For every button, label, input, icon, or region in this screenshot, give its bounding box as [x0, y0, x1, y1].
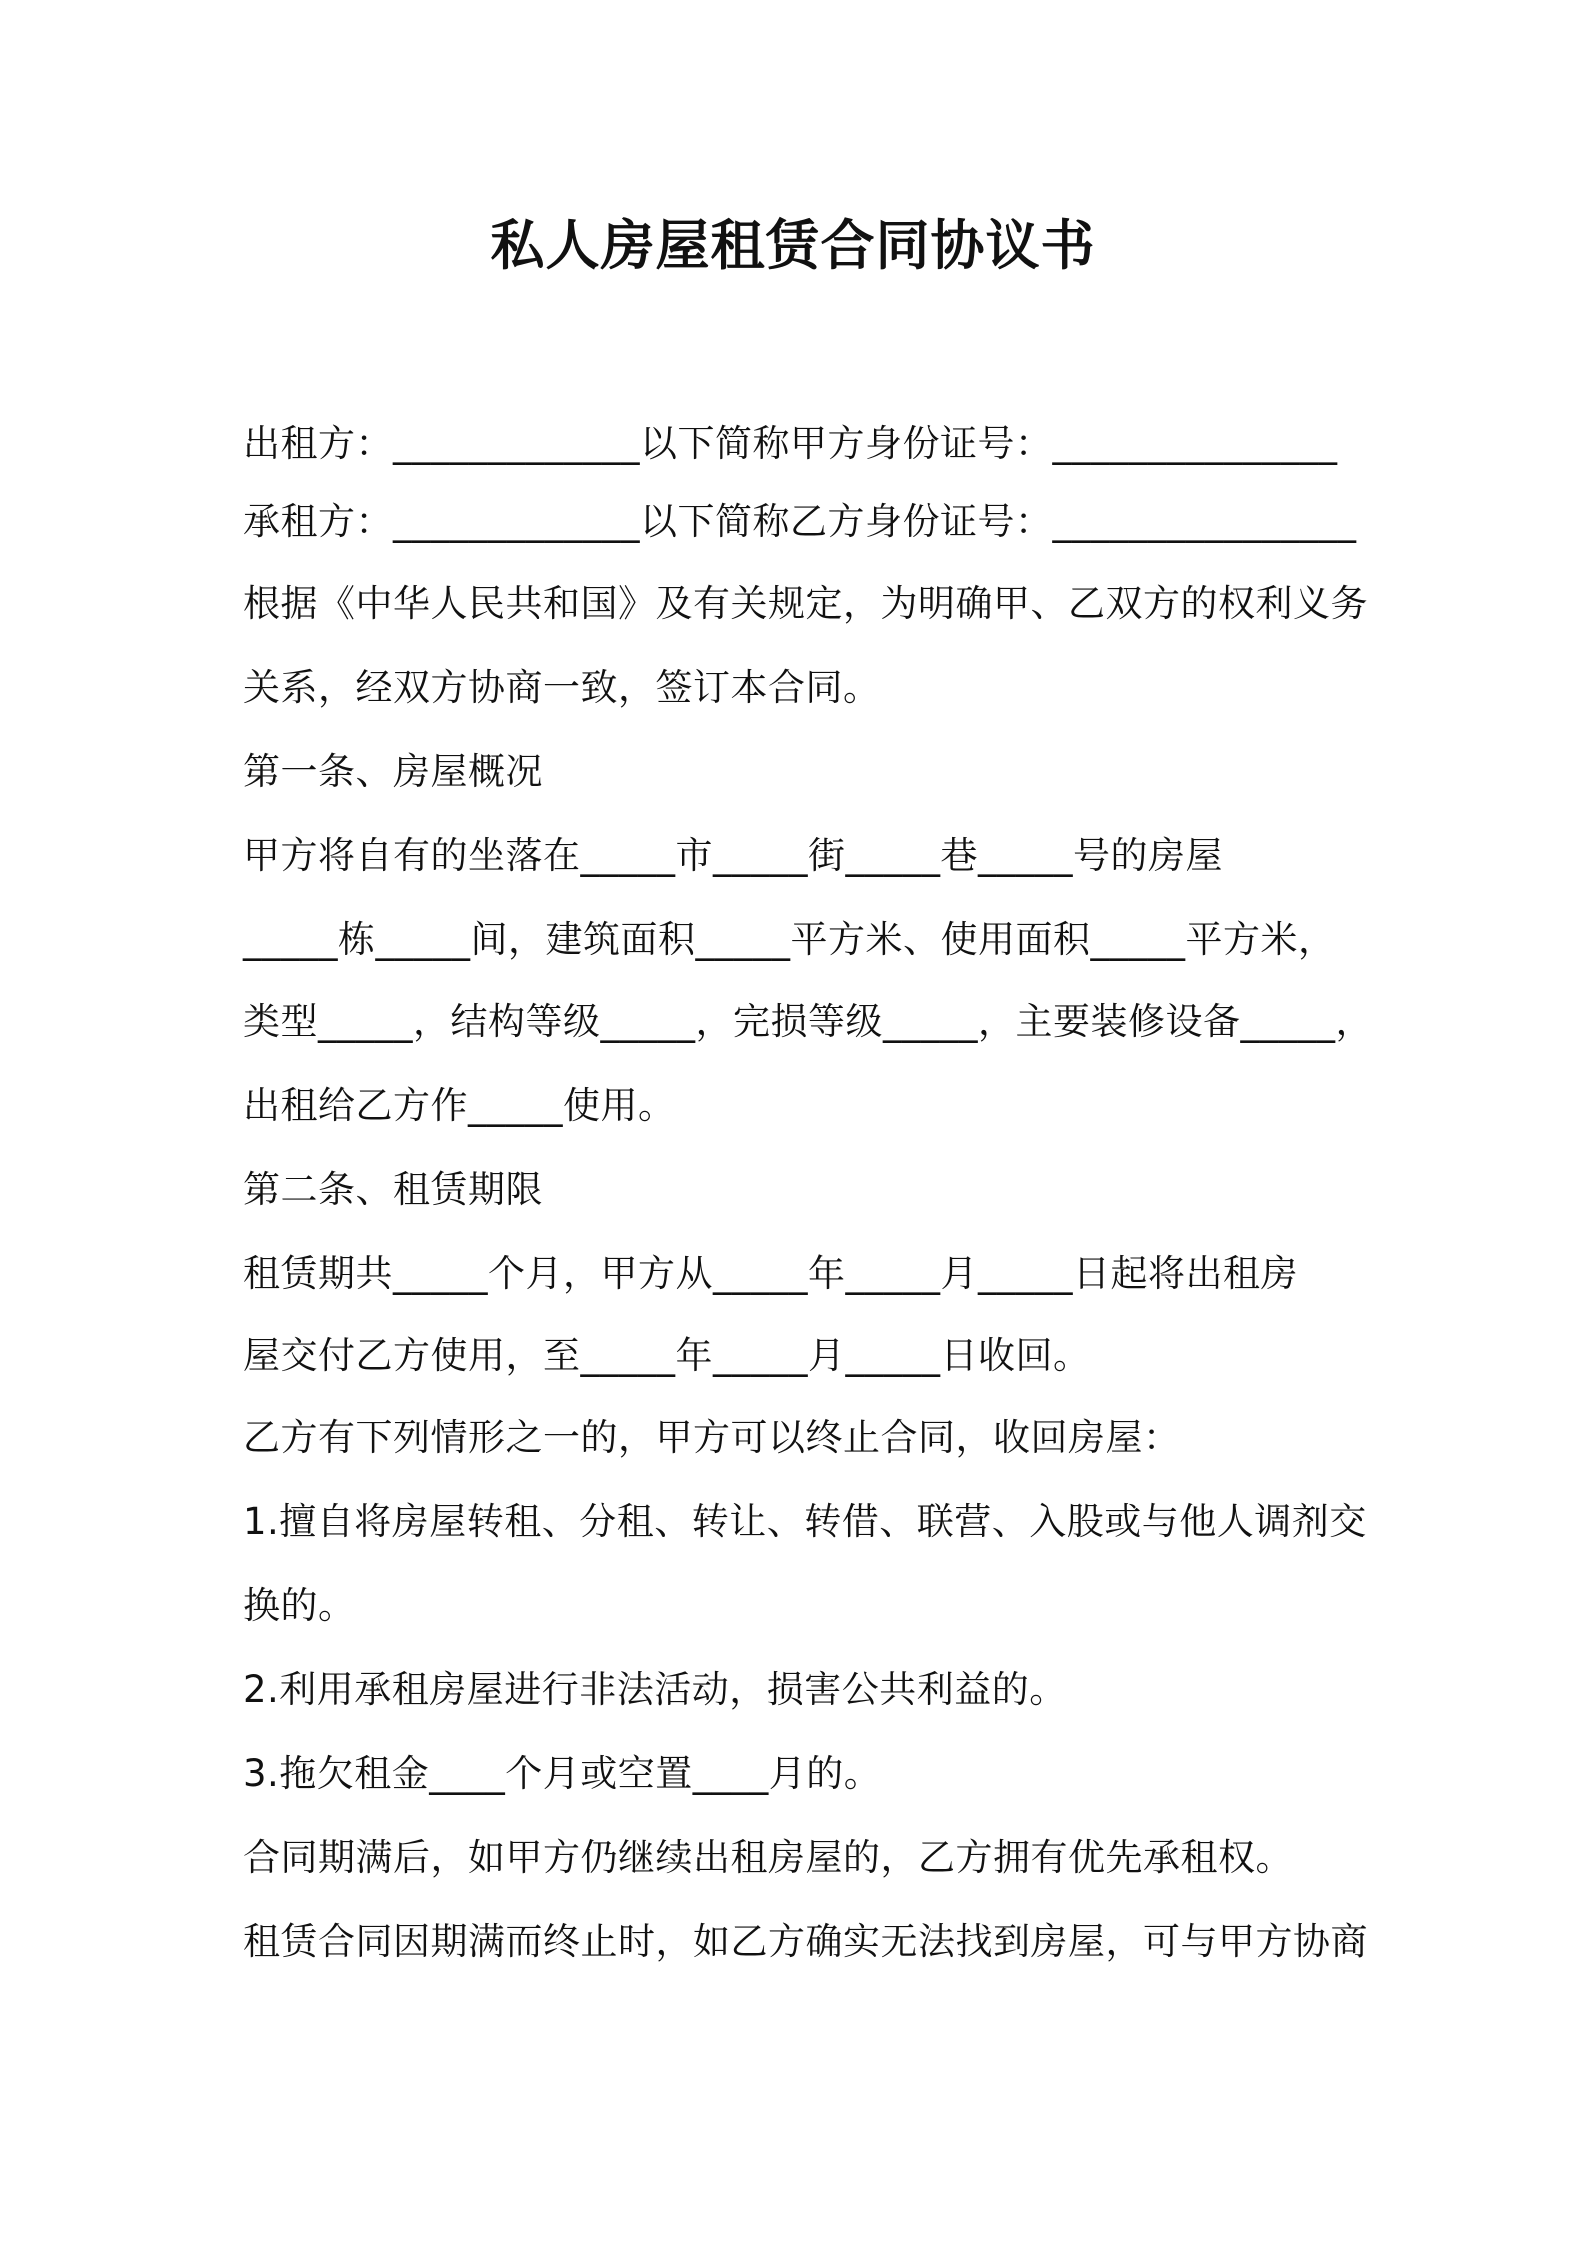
- termination-item-1-line-1: 1.擅自将房屋转租、分租、转让、转借、联营、入股或与他人调剂交: [243, 1500, 1367, 1543]
- article-1-heading: 第一条、房屋概况: [243, 750, 543, 793]
- article-2-line-2: 屋交付乙方使用，至_____年_____月_____日收回。: [243, 1334, 1091, 1377]
- article-1-line-4: 出租给乙方作_____使用。: [243, 1084, 676, 1127]
- article-2-heading: 第二条、租赁期限: [243, 1168, 543, 1211]
- article-1-line-3: 类型_____，结构等级_____，完损等级_____，主要装修设备_____，: [243, 1000, 1373, 1043]
- lessee-line: 承租方：_____________以下简称乙方身份证号：________________: [243, 500, 1357, 543]
- article-2-line-1: 租赁期共_____个月，甲方从_____年_____月_____日起将出租房: [243, 1252, 1298, 1295]
- renewal-priority-line: 合同期满后，如甲方仍继续出租房屋的，乙方拥有优先承租权。: [243, 1836, 1293, 1879]
- expiry-line: 租赁合同因期满而终止时，如乙方确实无法找到房屋，可与甲方协商: [243, 1920, 1368, 1963]
- termination-item-2: 2.利用承租房屋进行非法活动，损害公共利益的。: [243, 1668, 1067, 1711]
- preamble-line-1: 根据《中华人民共和国》及有关规定，为明确甲、乙双方的权利义务: [243, 582, 1368, 625]
- article-1-line-1: 甲方将自有的坐落在_____市_____街_____巷_____号的房屋: [243, 834, 1223, 877]
- preamble-line-2: 关系，经双方协商一致，签订本合同。: [243, 666, 881, 709]
- termination-item-3: 3.拖欠租金____个月或空置____月的。: [243, 1752, 882, 1795]
- termination-item-1-line-2: 换的。: [243, 1584, 356, 1627]
- document-title: 私人房屋租赁合同协议书: [490, 214, 1096, 277]
- lessor-line: 出租方：_____________以下简称甲方身份证号：_______________: [243, 422, 1338, 465]
- termination-intro: 乙方有下列情形之一的，甲方可以终止合同，收回房屋：: [243, 1416, 1181, 1459]
- article-1-line-2: _____栋_____间，建筑面积_____平方米、使用面积_____平方米，: [243, 918, 1336, 961]
